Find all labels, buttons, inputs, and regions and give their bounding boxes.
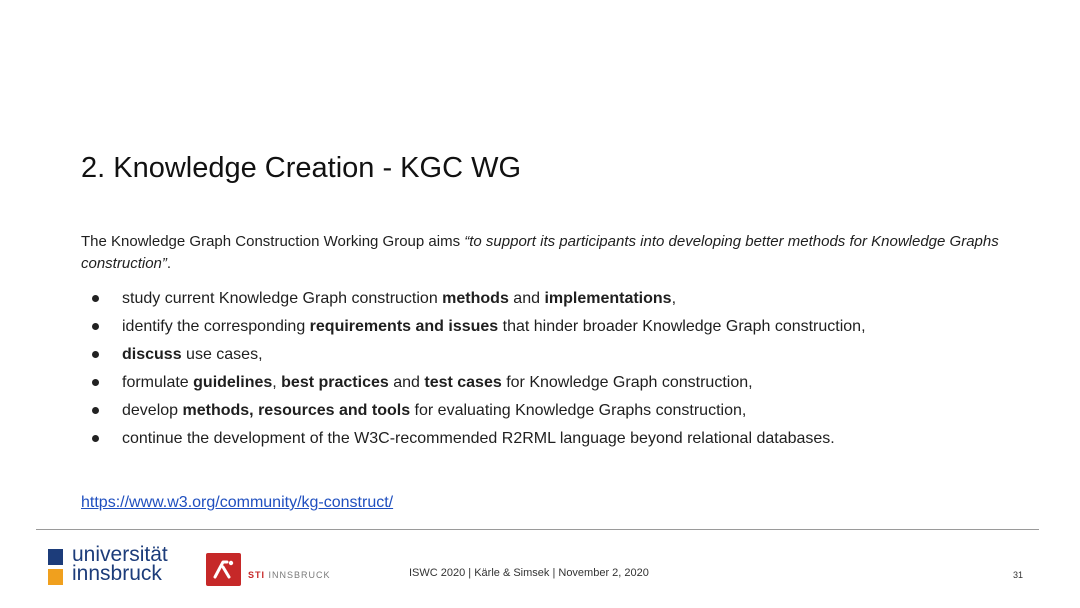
bullet-text: , [671,290,677,307]
uni-logo-text [72,545,168,583]
sti-wordmark [248,570,331,580]
bullet-text: use cases, [181,346,263,363]
uni-logo-line2: innsbruck [72,562,162,585]
bullet-text: and [508,290,545,307]
intro-end: . [166,255,172,272]
bullet-dot-icon [92,407,99,414]
bullet-text: formulate [122,374,194,391]
bullet-bold-text: test cases [424,374,502,391]
bullet-item [81,313,1041,341]
bullet-dot-icon [92,379,99,386]
bullet-bold-text: discuss [122,346,182,363]
intro-lead: The Knowledge Graph Construction Working Group aims [81,233,465,250]
bullet-text: study current Knowledge Graph construction [122,290,443,307]
bullet-item [81,369,1041,397]
bullet-item [81,425,1041,453]
uni-logo-orange-square [48,569,63,585]
university-innsbruck-logo [48,543,198,589]
sti-label: STI [248,570,266,580]
bullet-bold-text: methods [442,290,509,307]
bullet-text: for evaluating Knowledge Graphs construction, [410,402,747,419]
bullet-dot-icon [92,351,99,358]
bullet-dot-icon [92,295,99,302]
bullet-text: develop [122,402,183,419]
bullet-text: for Knowledge Graph construction, [501,374,753,391]
bullet-text: identify the corresponding [122,318,310,335]
bullet-item [81,397,1041,425]
bullet-bold-text: guidelines [193,374,273,391]
slide-title: 2. Knowledge Creation - KGC WG [81,152,522,184]
bullet-item [81,341,1041,369]
bullet-dot-icon [92,323,99,330]
bullet-item [81,285,1041,313]
uni-logo-line1: universität [72,543,168,566]
bullet-bold-text: best practices [281,374,389,391]
uni-logo-blue-square [48,549,63,565]
bullet-text: and [388,374,425,391]
footer-citation: ISWC 2020 | Kärle & Simsek | November 2, 2020 [409,567,649,579]
bullet-list [81,285,1041,453]
bullet-dot-icon [92,435,99,442]
footer-divider [36,529,1039,530]
page-number: 31 [1013,570,1024,580]
bullet-bold-text: methods, resources and tools [182,402,411,419]
kg-construct-link[interactable]: https://www.w3.org/community/kg-construct/ [81,494,394,511]
bullet-text: that hinder broader Knowledge Graph construction, [498,318,866,335]
bullet-bold-text: implementations [544,290,672,307]
bullet-text: , [272,374,282,391]
sti-location: INNSBRUCK [268,570,331,580]
intro-paragraph [81,231,1011,275]
intro-quote: “to support its participants into developing better methods for Knowledge Graphs construction” [81,233,999,272]
bullet-text: continue the development of the W3C-recommended R2RML language beyond relational databases. [122,430,835,447]
sti-logo-icon [206,553,241,586]
bullet-bold-text: requirements and issues [309,318,499,335]
